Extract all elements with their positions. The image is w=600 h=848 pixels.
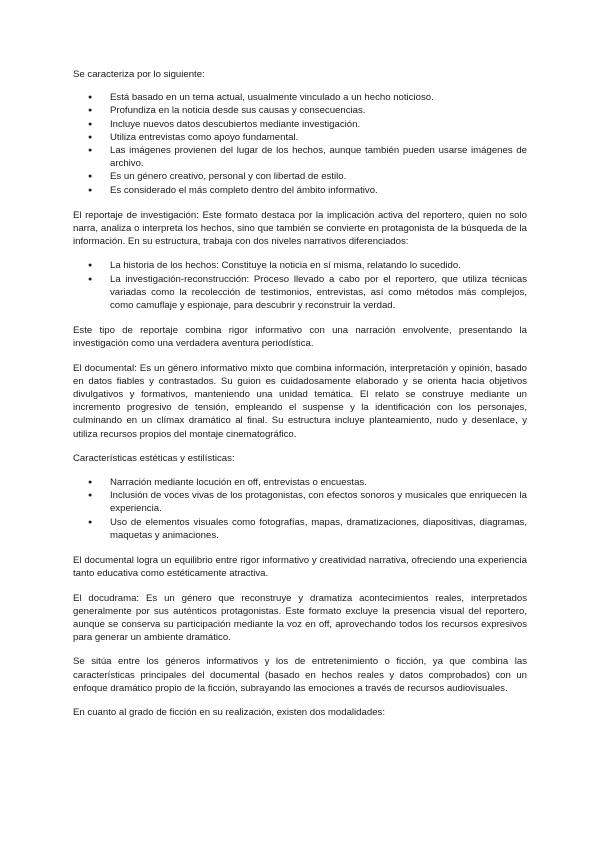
list-item: ● Incluye nuevos datos descubiertos mediante investigación.	[73, 118, 527, 131]
list-item: ● Profundiza en la noticia desde sus causas y consecuencias.	[73, 104, 527, 117]
intro-text: Se caracteriza por lo siguiente:	[73, 69, 205, 80]
report-type-paragraph: Este tipo de reportaje combina rigor informativo con una narración envolvente, presentando la investigación como una verdadera aventura periodística.	[73, 325, 527, 350]
docudrama-paragraph: El docudrama: Es un género que reconstruye y dramatiza acontecimientos reales, interpretados generalmente por sus auténticos protagonistas. Este formato excluye la presencia visual del reportero, aunque se conserva su participación mediante la voz en off, aprovechando todos los recursos expresivos para generar un ambiente dramático.	[73, 592, 527, 644]
genre-position-paragraph: Se sitúa entre los géneros informativos y los de entretenimiento o ficción, ya que combina las características principales del documental (basado en hechos reales y datos comprobados) con un enfoque dramático propio de la ficción, subrayando las emociones a través de recursos audiovisuales.	[73, 656, 527, 694]
balance-paragraph: El documental logra un equilibrio entre rigor informativo y creatividad narrativa, ofreciendo una experiencia tanto educativa como estéticamente atractiva.	[73, 555, 527, 580]
list-item: ● Es considerado el más completo dentro del ámbito informativo.	[73, 184, 527, 197]
list-item: ● La investigación-reconstrucción: Proceso llevado a cabo por el reportero, que utiliza técnicas variadas como la recolección de testimonios, entrevistas, así como métodos más complejos, como camuflaje y espionaje, para descubrir y reconstruir la verdad.	[73, 273, 527, 313]
list-item: ● Inclusión de voces vivas de los protagonistas, con efectos sonoros y musicales que enriquecen la experiencia.	[73, 489, 527, 515]
documentary-paragraph: El documental: Es un género informativo mixto que combina información, interpretación y opinión, basado en datos fiables y contrastados. Su guion es cuidadosamente elaborado y se orienta hacia objetivos divulgativos y formativos, manteniendo una unidad temática. El relato se construye mediante un incremento progresivo de tensión, empleando el suspense y la identificación con los personajes, culminando en un clímax dramático al final. Su estructura incluye planteamiento, nudo y desenlace, y utiliza recursos propios del montaje cinematográfico.	[73, 362, 527, 440]
investigation-paragraph: El reportaje de investigación: Este formato destaca por la implicación activa del reportero, quien no solo narra, analiza o interpreta los hechos, sino que también se convierte en protagonista de la búsqueda de la información. En su estructura, trabaja con dos niveles narrativos diferenciados:	[73, 209, 527, 248]
list-item: ● Narración mediante locución en off, entrevistas o encuestas.	[73, 476, 527, 489]
aesthetic-list	[73, 476, 527, 542]
list-item: ● Utiliza entrevistas como apoyo fundamental.	[73, 131, 527, 144]
narrative-levels-list	[73, 259, 527, 312]
characteristics-list	[73, 91, 527, 197]
fiction-degree-paragraph: En cuanto al grado de ficción en su realización, existen dos modalidades:	[73, 706, 385, 718]
list-item: ● Las imágenes provienen del lugar de los hechos, aunque también pueden usarse imágenes de archivo.	[73, 144, 527, 170]
list-item: ● La historia de los hechos: Constituye la noticia en sí misma, relatando lo sucedido.	[73, 259, 527, 272]
aesthetic-heading: Características estéticas y estilísticas:	[73, 452, 235, 464]
list-item: ● Es un género creativo, personal y con libertad de estilo.	[73, 170, 527, 183]
list-item: ● Uso de elementos visuales como fotografías, mapas, dramatizaciones, diapositivas, diagramas, maquetas y animaciones.	[73, 516, 527, 542]
list-item: ● Está basado en un tema actual, usualmente vinculado a un hecho noticioso.	[73, 91, 527, 104]
